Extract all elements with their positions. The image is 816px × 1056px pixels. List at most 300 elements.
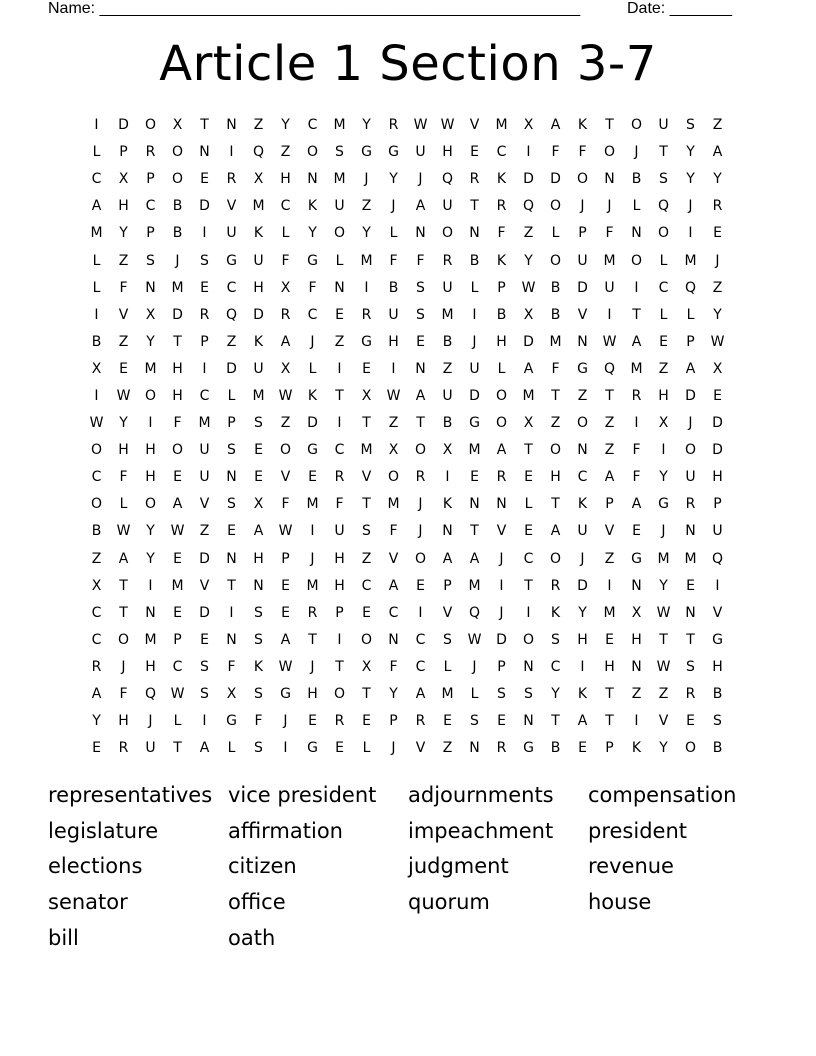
word-list-item: adjournments [408,783,554,807]
grid-letter: P [443,577,452,594]
grid-letter: N [226,631,237,648]
grid-letter: M [603,252,616,269]
grid-letter: H [307,686,318,703]
grid-letter: P [578,225,587,242]
grid-letter: Z [334,333,345,350]
grid-letter: T [551,713,560,730]
grid-letter: B [712,686,723,703]
grid-letter: G [307,252,318,269]
grid-letter: J [121,658,126,675]
grid-letter: O [576,415,589,432]
grid-letter: O [171,144,184,161]
grid-letter: V [712,604,723,621]
grid-letter: P [281,550,290,567]
grid-letter: I [94,387,99,404]
grid-letter: X [172,117,183,134]
grid-letter: A [523,360,534,377]
word-list-item: judgment [408,854,509,879]
grid-letter: W [170,523,185,540]
grid-letter: U [334,523,345,540]
grid-letter: G [361,333,372,350]
grid-letter: D [685,387,696,404]
grid-letter: T [362,415,371,432]
grid-letter: R [91,658,102,675]
word-list-item: revenue [588,854,674,879]
grid-letter: F [254,713,263,730]
grid-letter: M [306,496,319,513]
grid-letter: Z [712,279,723,296]
grid-row [83,356,731,383]
grid-letter: H [658,387,669,404]
grid-letter: C [415,658,426,675]
grid-letter: X [361,387,372,404]
grid-letter: Y [659,740,668,757]
grid-letter: E [497,713,506,730]
grid-letter: J [580,198,585,215]
grid-letter: G [226,252,237,269]
grid-letter: E [335,740,344,757]
grid-letter: X [226,686,237,703]
grid-letter: L [92,279,101,296]
grid-letter: H [388,333,399,350]
grid-letter: H [118,198,129,215]
grid-letter: I [337,360,342,377]
grid-letter: L [227,387,236,404]
grid-letter: O [630,252,643,269]
grid-letter: C [496,144,507,161]
grid-letter: O [279,442,292,459]
grid-letter: N [442,523,453,540]
grid-letter: P [146,225,155,242]
grid-letter: O [117,631,130,648]
grid-letter: N [496,496,507,513]
grid-letter: T [335,387,344,404]
grid-letter: R [334,469,345,486]
grid-letter: X [145,306,156,323]
grid-letter: S [416,306,425,323]
grid-letter: G [577,360,588,377]
grid-letter: O [306,144,319,161]
grid-letter: S [146,252,155,269]
grid-letter: C [91,171,102,188]
grid-letter: D [577,279,588,296]
grid-letter: I [499,577,504,594]
grid-letter: W [413,117,428,134]
grid-letter: H [145,442,156,459]
grid-letter: M [252,198,265,215]
grid-row [83,546,731,573]
grid-letter: T [605,387,614,404]
grid-letter: W [521,279,536,296]
word-list-item: president [588,818,687,843]
grid-letter: R [118,740,129,757]
grid-letter: I [391,360,396,377]
grid-letter: D [496,631,507,648]
grid-letter: I [634,279,639,296]
grid-letter: M [333,117,346,134]
grid-letter: L [389,225,398,242]
grid-letter: R [307,604,318,621]
grid-letter: J [607,198,612,215]
grid-letter: G [307,740,318,757]
grid-letter: C [307,117,318,134]
grid-letter: A [91,198,102,215]
grid-letter: D [469,387,480,404]
grid-letter: P [389,713,398,730]
grid-row [83,518,731,545]
grid-letter: R [469,171,480,188]
grid-letter: F [389,658,398,675]
grid-letter: W [602,333,617,350]
grid-letter: T [308,631,317,648]
grid-letter: S [497,686,506,703]
grid-letter: S [200,658,209,675]
grid-letter: R [496,469,507,486]
grid-letter: M [333,171,346,188]
grid-letter: H [334,550,345,567]
grid-letter: M [171,577,184,594]
grid-letter: U [253,360,264,377]
grid-letter: O [522,631,535,648]
grid-letter: C [172,658,183,675]
grid-letter: W [278,658,293,675]
grid-letter: B [550,306,561,323]
grid-letter: J [499,550,504,567]
grid-letter: X [658,415,669,432]
grid-letter: J [391,198,396,215]
grid-letter: L [686,306,695,323]
grid-letter: R [145,144,156,161]
grid-letter: V [388,550,399,567]
word-list [48,778,768,956]
grid-letter: L [551,225,560,242]
grid-letter: Z [442,360,453,377]
grid-letter: W [278,387,293,404]
grid-letter: F [578,144,587,161]
grid-letter: D [199,198,210,215]
grid-letter: E [713,225,722,242]
grid-letter: Q [441,171,454,188]
grid-letter: Y [524,252,533,269]
grid-letter: R [334,713,345,730]
grid-letter: E [605,631,614,648]
grid-letter: H [118,713,129,730]
grid-letter: E [659,333,668,350]
grid-letter: D [523,171,534,188]
grid-letter: O [90,496,103,513]
grid-letter: N [631,577,642,594]
grid-letter: L [443,658,452,675]
grid-letter: E [362,713,371,730]
grid-letter: Z [280,144,291,161]
grid-letter: Z [550,415,561,432]
grid-letter: Z [658,360,669,377]
grid-letter: E [686,577,695,594]
grid-row [83,139,731,166]
grid-letter: O [630,117,643,134]
grid-letter: A [172,496,183,513]
grid-letter: L [362,740,371,757]
grid-letter: L [659,252,668,269]
grid-letter: B [631,171,642,188]
grid-letter: D [199,604,210,621]
word-list-item: impeachment [408,818,554,843]
grid-letter: T [335,658,344,675]
grid-letter: O [360,631,373,648]
grid-letter: A [253,523,264,540]
grid-letter: T [173,740,182,757]
grid-letter: K [496,171,507,188]
grid-letter: W [170,686,185,703]
grid-letter: O [414,442,427,459]
grid-letter: E [470,469,479,486]
grid-letter: Z [604,415,615,432]
grid-letter: I [337,631,342,648]
grid-letter: L [497,360,506,377]
grid-letter: N [685,604,696,621]
grid-row [83,193,731,220]
grid-letter: P [173,631,182,648]
grid-letter: T [524,577,533,594]
grid-letter: I [94,306,99,323]
grid-letter: S [686,658,695,675]
grid-letter: X [388,442,399,459]
grid-letter: V [361,469,372,486]
grid-letter: F [632,442,641,459]
grid-letter: C [523,550,534,567]
grid-letter: I [94,117,99,134]
grid-letter: N [469,740,480,757]
grid-letter: U [199,469,210,486]
grid-letter: U [415,144,426,161]
grid-letter: X [253,171,264,188]
grid-letter: Y [713,306,722,323]
grid-letter: K [307,198,318,215]
grid-letter: D [550,171,561,188]
grid-letter: Y [551,686,560,703]
grid-letter: M [657,550,670,567]
grid-letter: G [658,496,669,513]
grid-letter: E [578,740,587,757]
grid-letter: H [253,550,264,567]
grid-letter: G [523,740,534,757]
grid-letter: S [713,713,722,730]
grid-letter: L [659,306,668,323]
grid-letter: H [577,631,588,648]
grid-letter: R [496,198,507,215]
grid-letter: T [551,496,560,513]
grid-letter: B [496,306,507,323]
grid-letter: H [550,469,561,486]
grid-letter: Z [118,333,129,350]
grid-letter: O [144,496,157,513]
grid-letter: J [310,550,315,567]
grid-letter: K [577,686,588,703]
grid-letter: H [172,360,183,377]
grid-letter: O [387,469,400,486]
grid-letter: I [634,713,639,730]
grid-letter: M [549,333,562,350]
grid-letter: S [254,740,263,757]
grid-letter: Q [468,604,481,621]
grid-letter: N [415,360,426,377]
grid-letter: I [715,577,720,594]
grid-letter: N [145,279,156,296]
grid-letter: C [307,306,318,323]
grid-letter: B [442,333,453,350]
grid-letter: H [712,469,723,486]
grid-letter: C [361,577,372,594]
grid-row [83,681,731,708]
grid-letter: Q [225,306,238,323]
grid-letter: A [631,496,642,513]
grid-letter: C [388,604,399,621]
grid-letter: W [656,658,671,675]
grid-letter: Y [119,415,128,432]
grid-letter: N [253,577,264,594]
grid-letter: H [280,171,291,188]
grid-letter: G [280,686,291,703]
grid-letter: U [712,523,723,540]
grid-letter: Z [658,686,669,703]
grid-letter: I [688,225,693,242]
grid-letter: E [281,577,290,594]
grid-letter: B [442,415,453,432]
grid-letter: Q [711,550,724,567]
grid-letter: F [497,225,506,242]
grid-letter: C [226,279,237,296]
grid-letter: I [607,577,612,594]
grid-letter: A [91,686,102,703]
grid-letter: L [632,198,641,215]
grid-letter: I [202,225,207,242]
grid-row [83,573,731,600]
grid-letter: U [442,198,453,215]
grid-letter: S [470,713,479,730]
grid-letter: J [499,604,504,621]
grid-letter: F [605,225,614,242]
grid-letter: T [659,631,668,648]
grid-letter: J [310,658,315,675]
grid-letter: C [280,198,291,215]
grid-letter: Y [281,117,290,134]
grid-letter: D [523,333,534,350]
grid-letter: U [658,117,669,134]
grid-letter: E [227,523,236,540]
grid-letter: R [496,740,507,757]
grid-letter: E [686,713,695,730]
grid-letter: R [226,171,237,188]
grid-letter: K [253,333,264,350]
grid-letter: C [91,604,102,621]
grid-letter: I [310,523,315,540]
grid-letter: I [229,144,234,161]
grid-letter: R [550,577,561,594]
grid-letter: F [416,252,425,269]
grid-letter: D [118,117,129,134]
grid-letter: J [175,252,180,269]
grid-letter: E [362,360,371,377]
grid-letter: L [470,279,479,296]
word-list-item: elections [48,854,143,879]
grid-letter: M [468,442,481,459]
grid-letter: U [469,360,480,377]
grid-letter: J [634,144,639,161]
grid-row [83,166,731,193]
grid-letter: V [226,198,237,215]
grid-letter: O [90,442,103,459]
grid-letter: B [91,523,102,540]
grid-letter: G [361,144,372,161]
grid-letter: U [388,306,399,323]
grid-letter: R [685,496,696,513]
grid-row [83,247,731,274]
grid-letter: V [280,469,291,486]
grid-letter: X [523,117,534,134]
grid-letter: A [415,198,426,215]
grid-letter: B [550,740,561,757]
grid-letter: E [92,740,101,757]
grid-letter: Y [686,144,695,161]
grid-letter: Y [308,225,317,242]
grid-letter: Y [659,577,668,594]
grid-letter: M [252,387,265,404]
grid-letter: J [391,740,396,757]
grid-row [83,220,731,247]
grid-letter: A [118,550,129,567]
grid-letter: F [173,415,182,432]
grid-letter: V [469,117,480,134]
grid-letter: J [688,198,693,215]
grid-letter: A [469,550,480,567]
word-list-item: quorum [408,890,490,915]
grid-letter: T [470,523,479,540]
grid-letter: A [712,144,723,161]
word-list-item: vice president [228,783,377,807]
grid-letter: O [171,442,184,459]
grid-letter: T [200,117,209,134]
grid-letter: V [496,523,507,540]
grid-letter: O [684,442,697,459]
grid-letter: F [551,360,560,377]
grid-letter: W [386,387,401,404]
word-list-item: bill [48,925,79,950]
grid-letter: X [712,360,723,377]
grid-letter: P [686,333,695,350]
grid-letter: F [389,523,398,540]
grid-letter: Z [442,740,453,757]
grid-letter: X [523,415,534,432]
grid-letter: Z [280,415,291,432]
grid-letter: K [496,252,507,269]
grid-letter: A [280,631,291,648]
grid-letter: E [254,469,263,486]
grid-letter: S [254,686,263,703]
grid-letter: Y [362,225,371,242]
word-list-item: office [228,890,286,915]
grid-letter: W [278,523,293,540]
word-list-item: representatives [48,783,213,807]
grid-letter: F [308,279,317,296]
grid-letter: E [713,387,722,404]
grid-letter: U [199,442,210,459]
grid-letter: M [144,631,157,648]
grid-letter: O [549,252,562,269]
grid-letter: G [469,415,480,432]
grid-letter: R [631,387,642,404]
grid-letter: D [172,306,183,323]
grid-letter: Z [631,686,642,703]
